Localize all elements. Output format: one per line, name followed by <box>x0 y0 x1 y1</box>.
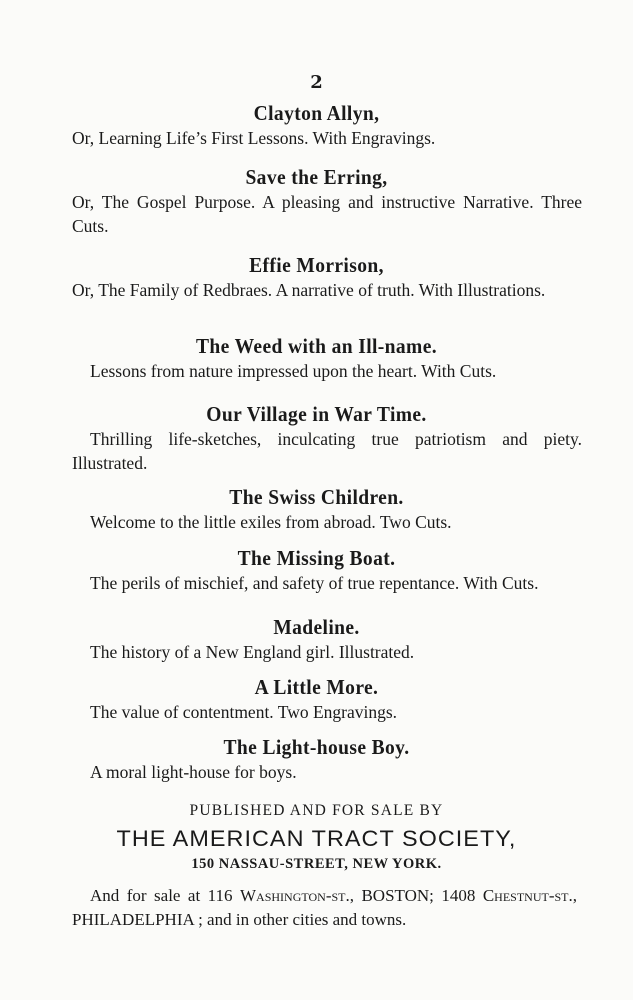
entry-description: The value of contentment. Two Engravings. <box>90 702 398 722</box>
entry-title: A Little More. <box>254 675 379 699</box>
entry-description: Or, The Family of Redbraes. A narrative of truth. With Illustrations. <box>72 280 546 300</box>
sale-text: , PHILADELPHIA ; and in other cities and towns. <box>72 886 577 929</box>
entry-title: The Swiss Children. <box>229 485 404 509</box>
sale-text: , BOSTON; 1408 <box>349 886 483 905</box>
page-number: 2 <box>310 72 323 93</box>
entry-description: Thrilling life-sketches, inculcating true patriotism and piety. Illustrated. <box>72 429 582 473</box>
catalog-entry <box>0 401 633 475</box>
sale-street-philadelphia: Chestnut-st. <box>482 886 573 905</box>
entry-title: The Light-house Boy. <box>223 735 410 759</box>
entry-description: A moral light-house for boys. <box>90 762 297 782</box>
entry-title: Madeline. <box>273 615 360 639</box>
entry-description: Or, The Gospel Purpose. A pleasing and instructive Narrative. Three Cuts. <box>72 192 582 236</box>
entry-title: Effie Morrison, <box>249 253 384 277</box>
entry-title: Save the Erring, <box>245 165 388 189</box>
sale-locations <box>72 884 577 932</box>
entry-description: Or, Learning Life’s First Lessons. With Engravings. <box>72 128 436 148</box>
catalog-entry <box>0 545 633 595</box>
sale-street-boston: Washington-st. <box>240 886 350 905</box>
catalog-entry <box>0 333 633 383</box>
publisher-address: 150 NASSAU-STREET, NEW YORK. <box>191 856 442 872</box>
entry-title: The Weed with an Ill-name. <box>196 334 437 358</box>
entry-title: Our Village in War Time. <box>206 402 427 426</box>
catalog-entry <box>0 100 633 150</box>
publisher-name: THE AMERICAN TRACT SOCIETY, <box>116 826 517 851</box>
published-line: PUBLISHED AND FOR SALE BY <box>189 802 444 819</box>
entry-description: Welcome to the little exiles from abroad. Two Cuts. <box>90 512 452 532</box>
sale-text: And for sale at 116 <box>90 886 240 905</box>
catalog-entry <box>0 164 633 238</box>
catalog-entry <box>0 734 633 784</box>
catalog-entry <box>0 674 633 724</box>
entry-description: Lessons from nature impressed upon the heart. With Cuts. <box>90 361 497 381</box>
catalog-entry <box>0 614 633 664</box>
entry-description: The history of a New England girl. Illustrated. <box>90 642 415 662</box>
entry-description: The perils of mischief, and safety of true repentance. With Cuts. <box>90 573 539 593</box>
entry-title: The Missing Boat. <box>237 546 396 570</box>
catalog-entry <box>0 252 633 302</box>
catalog-entry <box>0 484 633 534</box>
entry-title: Clayton Allyn, <box>253 101 380 125</box>
